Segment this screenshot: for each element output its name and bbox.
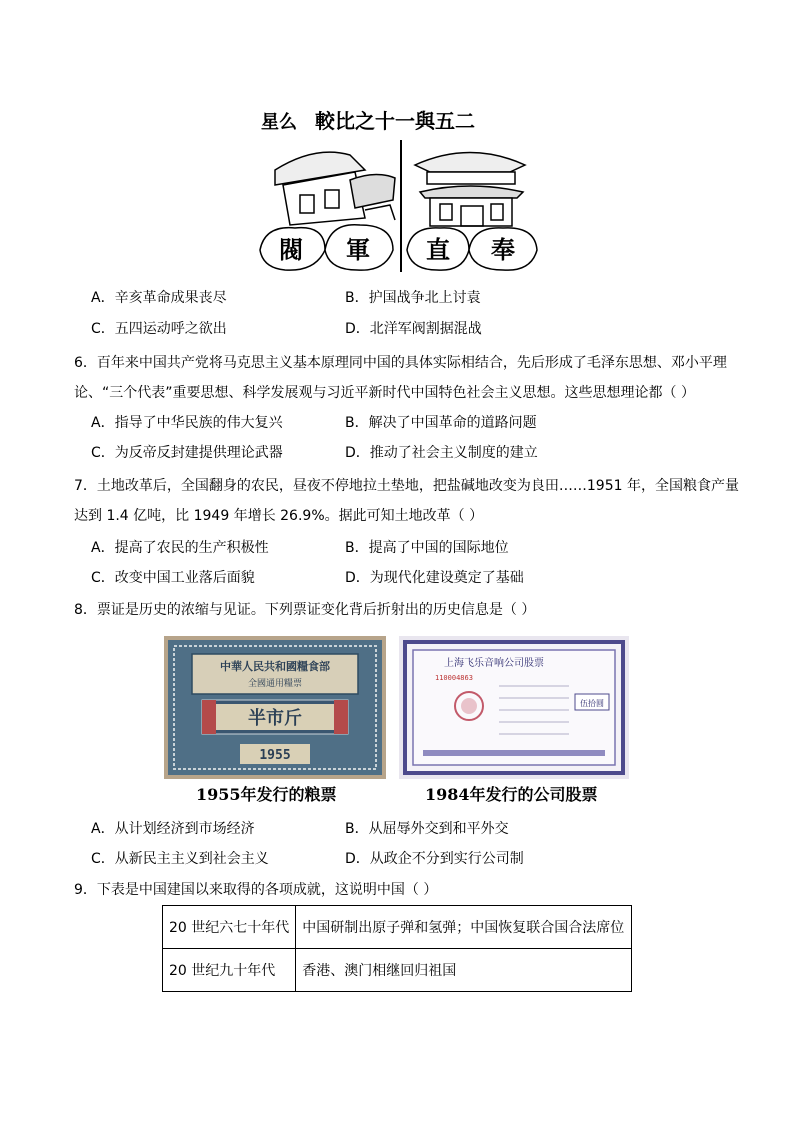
q6-option-a[interactable]: A．指导了中华民族的伟大复兴 — [91, 415, 283, 431]
stock-certificate-image — [399, 636, 629, 779]
q8-stem: 8．票证是历史的浓缩与见证。下列票证变化背后折射出的历史信息是（ ） — [74, 602, 536, 618]
stock-header: 上海飞乐音响公司股票 — [444, 658, 544, 669]
achievements-table — [162, 905, 632, 992]
q6-stem-line2: 论、“三个代表”重要思想、科学发展观与习近平新时代中国特色社会主义思想。这些思想理论都（ ） — [74, 385, 695, 401]
q8-option-b[interactable]: B．从屈辱外交到和平外交 — [345, 821, 509, 837]
cartoon-label-right-1: 直 — [426, 235, 450, 264]
table-cell-event: 香港、澳门相继回归祖国 — [296, 949, 632, 992]
table-cell-event: 中国研制出原子弹和氢弹；中国恢复联合国合法席位 — [296, 906, 632, 949]
q7-option-c[interactable]: C．改变中国工业落后面貌 — [91, 570, 255, 586]
grain-ticket-image — [164, 636, 386, 779]
cartoon-drawing — [255, 100, 545, 275]
q7-stem-line2: 达到 1.4 亿吨，比 1949 年增长 26.9%。据此可知土地改革（ ） — [74, 508, 484, 524]
table-cell-period: 20 世纪九十年代 — [163, 949, 296, 992]
table-row — [163, 949, 632, 992]
q6-option-c[interactable]: C．为反帝反封建提供理论武器 — [91, 445, 283, 461]
q8-option-c[interactable]: C．从新民主主义到社会主义 — [91, 851, 269, 867]
cartoon-stamp: 星么 — [261, 112, 297, 133]
q8-option-d[interactable]: D．从政企不分到实行公司制 — [345, 851, 524, 867]
q5-option-d[interactable]: D．北洋军阀割据混战 — [345, 321, 482, 337]
q6-stem-line1: 6．百年来中国共产党将马克思主义基本原理同中国的具体实际相结合，先后形成了毛泽东思想、邓小平理 — [74, 355, 727, 371]
grain-ticket-value: 半市斤 — [248, 708, 302, 729]
cartoon-label-right-2: 奉 — [491, 235, 515, 264]
q7-option-a[interactable]: A．提高了农民的生产积极性 — [91, 540, 269, 556]
q6-option-d[interactable]: D．推动了社会主义制度的建立 — [345, 445, 538, 461]
q7-option-d[interactable]: D．为现代化建设奠定了基础 — [345, 570, 524, 586]
stock-certificate-caption: 1984年发行的公司股票 — [425, 785, 598, 804]
q8-option-a[interactable]: A．从计划经济到市场经济 — [91, 821, 255, 837]
q5-option-a[interactable]: A．辛亥革命成果丧尽 — [91, 290, 227, 306]
grain-ticket-caption: 1955年发行的粮票 — [196, 785, 337, 804]
table-cell-period: 20 世纪六七十年代 — [163, 906, 296, 949]
q7-option-b[interactable]: B．提高了中国的国际地位 — [345, 540, 509, 556]
grain-ticket-header: 中華人民共和國糧食部 — [220, 660, 330, 673]
grain-ticket-sub: 全國通用糧票 — [247, 679, 303, 689]
cartoon-label-left-1: 閥 — [279, 235, 303, 264]
q6-option-b[interactable]: B．解决了中国革命的道路问题 — [345, 415, 537, 431]
stock-serial: 110004863 — [435, 674, 473, 682]
q5-option-b[interactable]: B．护国战争北上讨袁 — [345, 290, 481, 306]
cartoon-label-left-2: 軍 — [346, 235, 370, 264]
q9-stem: 9．下表是中国建国以来取得的各项成就，这说明中国（ ） — [74, 882, 438, 898]
cartoon-title: 較比之十一與五二 — [315, 109, 475, 133]
stock-value-stamp: 伍拾圆 — [580, 699, 604, 708]
q5-option-c[interactable]: C．五四运动呼之欲出 — [91, 321, 227, 337]
table-row — [163, 906, 632, 949]
grain-ticket-year: 1955 — [259, 748, 291, 763]
q7-stem-line1: 7．土地改革后，全国翻身的农民，昼夜不停地拉土垫地，把盐碱地改变为良田……1951 年，全国粮食产量 — [74, 478, 739, 494]
political-cartoon — [255, 100, 545, 275]
